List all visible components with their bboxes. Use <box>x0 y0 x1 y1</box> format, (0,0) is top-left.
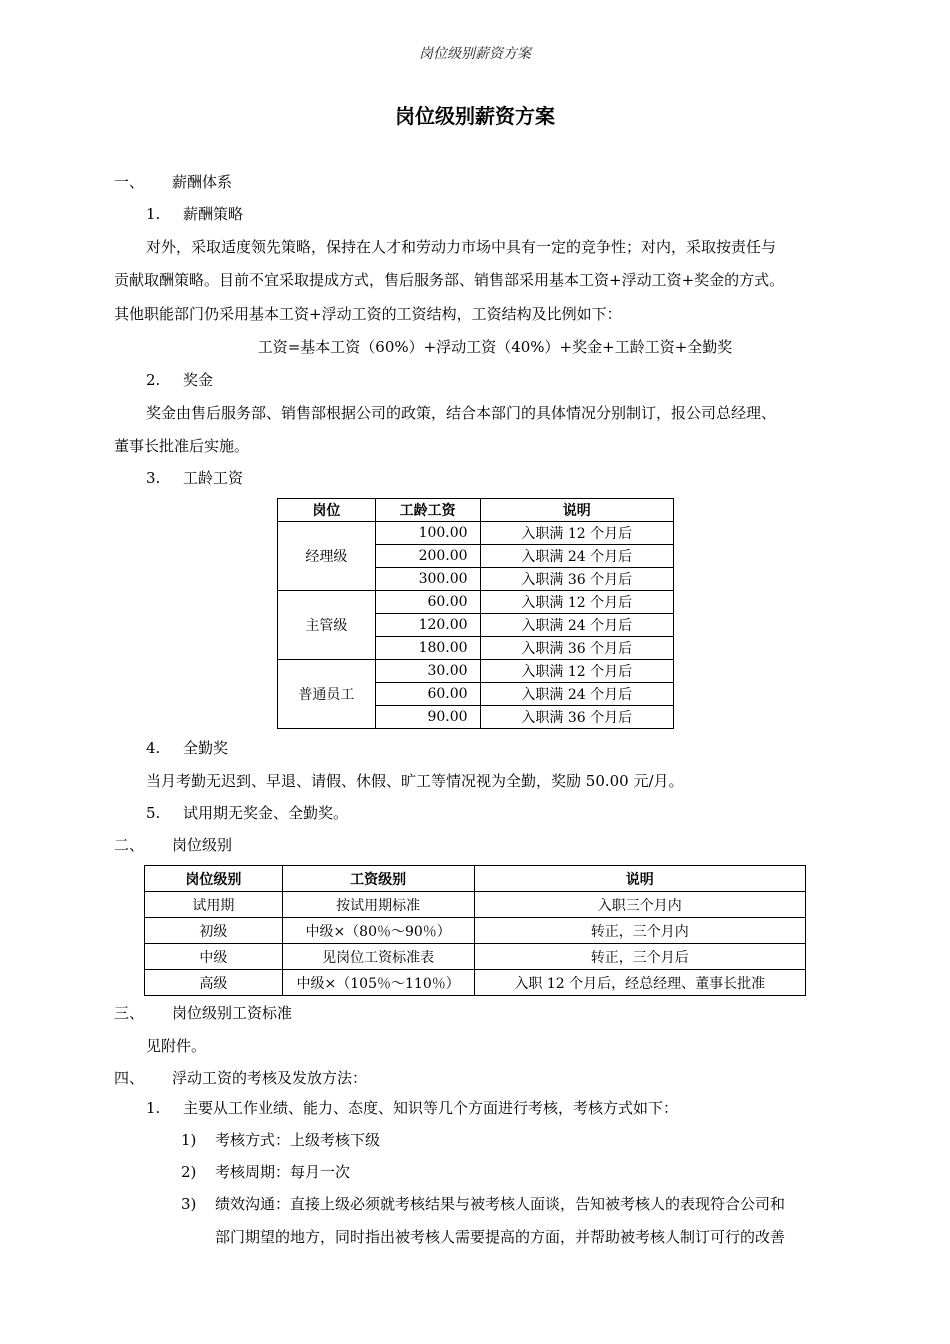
section-1-heading <box>114 172 232 192</box>
item-title: 全勤奖 <box>183 739 229 757</box>
sub-item-text: 绩效沟通：直接上级必须就考核结果与被考核人面谈，告知被考核人的表现符合公司和 <box>215 1195 786 1213</box>
item-1-1-heading <box>146 204 243 224</box>
table-row <box>145 892 806 918</box>
item-number: 5. <box>146 804 161 822</box>
item-1-5-heading <box>146 803 348 823</box>
pay-cell: 60.00 <box>375 591 480 614</box>
paragraph-line: 贡献取酬策略。目前不宜采取提成方式，售后服务部、销售部采用基本工资+浮动工资+奖金的方式。 <box>114 271 785 289</box>
paragraph-line: 当月考勤无迟到、早退、请假、休假、旷工等情况视为全勤，奖励 50.00 元/月。 <box>146 772 684 790</box>
sub-item-text: 考核方式：上级考核下级 <box>215 1131 381 1149</box>
sub-item <box>181 1130 380 1150</box>
item-number: 4. <box>146 739 161 757</box>
position-cell: 主管级 <box>278 591 376 660</box>
item-4-1-heading <box>146 1098 678 1118</box>
item-number: 3. <box>146 469 161 487</box>
table-row <box>145 944 806 970</box>
note-cell: 入职满 24 个月后 <box>480 683 673 706</box>
position-cell: 经理级 <box>278 522 376 591</box>
item-number: 2. <box>146 371 161 389</box>
note-cell: 入职满 24 个月后 <box>480 545 673 568</box>
note-cell: 入职满 36 个月后 <box>480 568 673 591</box>
pay-cell: 300.00 <box>375 568 480 591</box>
note-cell: 入职 12 个月后，经总经理、董事长批准 <box>474 970 805 996</box>
level-cell: 初级 <box>145 918 283 944</box>
paragraph-line: 对外，采取适度领先策略，保持在人才和劳动力市场中具有一定的竞争性；对内，采取按责任与 <box>146 238 777 256</box>
paragraph-line: 奖金由售后服务部、销售部根据公司的政策，结合本部门的具体情况分别制订，报公司总经理、 <box>146 404 777 422</box>
note-cell: 入职满 36 个月后 <box>480 706 673 729</box>
section-3-heading <box>114 1003 292 1023</box>
section-3-title: 岗位级别工资标准 <box>172 1004 293 1022</box>
level-cell: 高级 <box>145 970 283 996</box>
level-cell: 试用期 <box>145 892 283 918</box>
note-cell: 转正，三个月后 <box>474 944 805 970</box>
note-cell: 入职满 12 个月后 <box>480 660 673 683</box>
table-header: 岗位级别 <box>145 866 283 892</box>
pay-cell: 100.00 <box>375 522 480 545</box>
item-title: 工龄工资 <box>183 469 244 487</box>
item-title: 薪酬策略 <box>183 205 244 223</box>
section-1-title: 薪酬体系 <box>172 173 233 191</box>
note-cell: 入职满 36 个月后 <box>480 637 673 660</box>
pay-cell: 200.00 <box>375 545 480 568</box>
item-title: 奖金 <box>183 371 214 389</box>
salary-formula: 工资=基本工资（60%）+浮动工资（40%）+奖金+工龄工资+全勤奖 <box>257 338 733 356</box>
table-header: 岗位 <box>278 499 376 522</box>
sub-item-number: 2) <box>181 1163 197 1181</box>
sub-item <box>181 1162 350 1182</box>
section-2-number: 二、 <box>114 836 145 854</box>
salary-level-cell: 中级×（105％～110％） <box>282 970 474 996</box>
paragraph-line: 其他职能部门仍采用基本工资+浮动工资的工资结构，工资结构及比例如下： <box>114 305 622 323</box>
section-2-title: 岗位级别 <box>172 836 233 854</box>
seniority-pay-table <box>277 498 674 729</box>
pay-cell: 60.00 <box>375 683 480 706</box>
item-1-2-heading <box>146 370 213 390</box>
item-number: 1. <box>146 205 161 223</box>
item-title: 主要从工作业绩、能力、态度、知识等几个方面进行考核，考核方式如下： <box>183 1099 679 1117</box>
level-cell: 中级 <box>145 944 283 970</box>
table-row <box>278 660 674 683</box>
note-cell: 转正，三个月内 <box>474 918 805 944</box>
section-2-heading <box>114 835 232 855</box>
salary-level-cell: 按试用期标准 <box>282 892 474 918</box>
item-number: 1. <box>146 1099 161 1117</box>
job-level-table <box>144 865 806 996</box>
page-header: 岗位级别薪资方案 <box>419 46 531 62</box>
note-cell: 入职满 12 个月后 <box>480 591 673 614</box>
paragraph-line: 部门期望的地方，同时指出被考核人需要提高的方面，并帮助被考核人制订可行的改善 <box>215 1228 786 1246</box>
item-1-3-heading <box>146 468 243 488</box>
item-1-4-heading <box>146 738 228 758</box>
section-1-number: 一、 <box>114 173 145 191</box>
section-3-number: 三、 <box>114 1004 145 1022</box>
salary-level-cell: 中级×（80％～90％） <box>282 918 474 944</box>
table-row <box>145 970 806 996</box>
note-cell: 入职满 12 个月后 <box>480 522 673 545</box>
sub-item-number: 1) <box>181 1131 197 1149</box>
note-cell: 入职三个月内 <box>474 892 805 918</box>
position-cell: 普通员工 <box>278 660 376 729</box>
paragraph-line: 董事长批准后实施。 <box>114 437 250 455</box>
salary-level-cell: 见岗位工资标准表 <box>282 944 474 970</box>
sub-item <box>181 1194 785 1214</box>
table-row <box>278 522 674 545</box>
pay-cell: 120.00 <box>375 614 480 637</box>
note-cell: 入职满 24 个月后 <box>480 614 673 637</box>
section-4-title: 浮动工资的考核及发放方法： <box>172 1069 368 1087</box>
table-header: 工龄工资 <box>375 499 480 522</box>
sub-item-text: 考核周期：每月一次 <box>215 1163 351 1181</box>
table-header: 说明 <box>474 866 805 892</box>
table-row <box>145 918 806 944</box>
paragraph-line: 见附件。 <box>146 1037 207 1055</box>
section-4-number: 四、 <box>114 1069 145 1087</box>
sub-item-number: 3) <box>181 1195 197 1213</box>
table-header: 工资级别 <box>282 866 474 892</box>
pay-cell: 180.00 <box>375 637 480 660</box>
pay-cell: 90.00 <box>375 706 480 729</box>
table-header: 说明 <box>480 499 673 522</box>
table-row <box>278 591 674 614</box>
section-4-heading <box>114 1068 367 1088</box>
pay-cell: 30.00 <box>375 660 480 683</box>
item-title: 试用期无奖金、全勤奖。 <box>183 804 349 822</box>
document-title: 岗位级别薪资方案 <box>395 104 555 128</box>
